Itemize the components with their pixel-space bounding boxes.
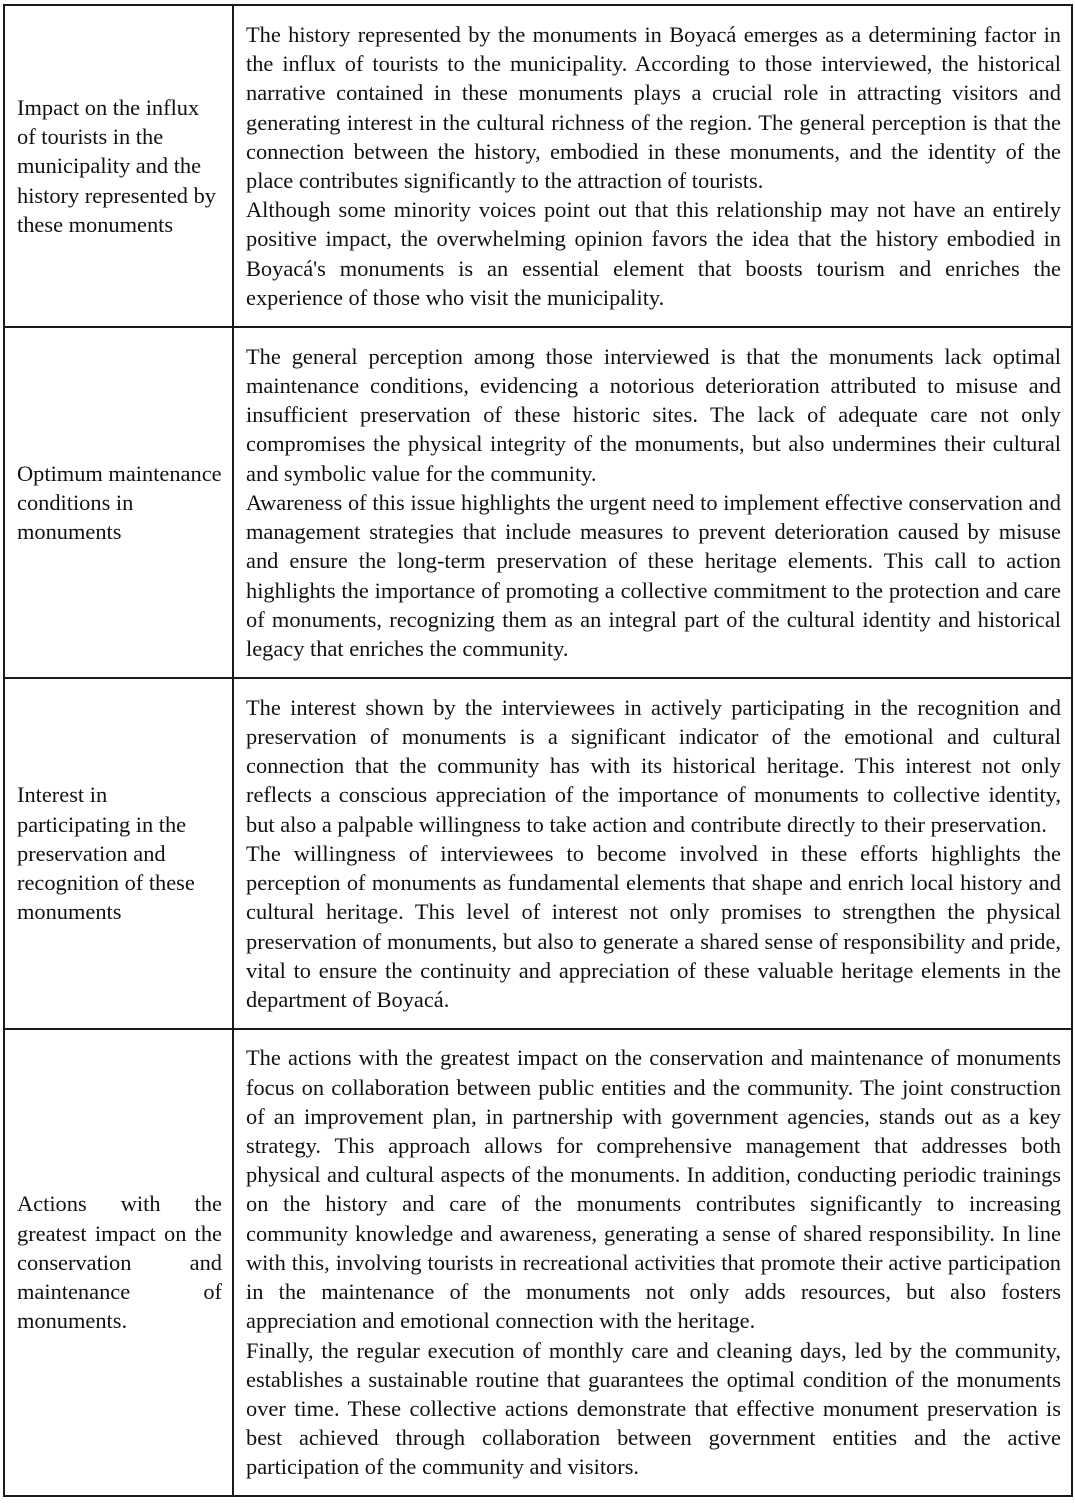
row-label-participation-interest: Interest in participating in the preservation and recognition of these monuments [4,678,233,1029]
row-content-participation-interest [233,678,1072,1029]
row-label-tourism-impact: Impact on the influx of tourists in the municipality and the history represented by these monuments [4,5,233,327]
table-row [4,1029,1072,1496]
row-content-tourism-impact [233,5,1072,327]
row-label-conservation-actions: Actions with the greatest impact on the conservation and maintenance of monuments. [4,1029,233,1496]
paragraph: The history represented by the monuments in Boyacá emerges as a determining factor in the influx of tourists to the municipality. According to those interviewed, the historical narrative contained in these monuments plays a crucial role in attracting visitors and generating interest in the cultural richness of the region. The general perception is that the connection between the history, embodied in these monuments, and the identity of the place contributes significantly to the attraction of tourists. [246,21,1061,193]
row-label-maintenance-conditions: Optimum maintenance conditions in monuments [4,327,233,678]
row-content-conservation-actions [233,1029,1072,1496]
table-row [4,678,1072,1029]
table-row [4,5,1072,327]
paragraph: Awareness of this issue highlights the urgent need to implement effective conservation and management strategies that include measures to prevent deterioration caused by misuse and ensure the long-term preservation of these heritage elements. This call to action highlights the importance of promoting a collective commitment to the protection and care of monuments, recognizing them as an integral part of the cultural identity and historical legacy that enriches the community. [246,489,1061,661]
paragraph: The general perception among those interviewed is that the monuments lack optimal maintenance conditions, evidencing a notorious deterioration attributed to misuse and insufficient preservation of these historic sites. The lack of adequate care not only compromises the physical integrity of the monuments, but also undermines their cultural and symbolic value for the community. [246,343,1061,486]
paragraph: Although some minority voices point out that this relationship may not have an entirely positive impact, the overwhelming opinion favors the idea that the history embodied in Boyacá's monuments is an essential element that boosts tourism and enriches the experience of those who visit the municipality. [246,197,1061,310]
findings-table [3,4,1073,1497]
paragraph: Finally, the regular execution of monthly care and cleaning days, led by the community, establishes a sustainable routine that guarantees the optimal condition of the monuments over time. These collective actions demonstrate that effective monument preservation is best achieved through collaboration between government entities and the active participation of the community and visitors. [246,1337,1061,1480]
paragraph: The willingness of interviewees to become involved in these efforts highlights the perception of monuments as fundamental elements that shape and enrich local history and cultural heritage. This level of interest not only promises to strengthen the physical preservation of monuments, but also to generate a shared sense of responsibility and pride, vital to ensure the continuity and appreciation of these valuable heritage elements in the department of Boyacá. [246,840,1061,1012]
table-row [4,327,1072,678]
paragraph: The interest shown by the interviewees in actively participating in the recognition and preservation of monuments is a significant indicator of the emotional and cultural connection that the community has with its historical heritage. This interest not only reflects a conscious appreciation of the importance of monuments to collective identity, but also a palpable willingness to take action and contribute directly to their preservation. [246,694,1061,837]
row-content-maintenance-conditions [233,327,1072,678]
paragraph: The actions with the greatest impact on the conservation and maintenance of monuments focus on collaboration between public entities and the community. The joint construction of an improvement plan, in partnership with government agencies, stands out as a key strategy. This approach allows for comprehensive management that addresses both physical and cultural aspects of the monuments. In addition, conducting periodic trainings on the history and care of the monuments contributes significantly to increasing community knowledge and awareness, generating a sense of shared responsibility. In line with this, involving tourists in recreational activities that promote their active participation in the maintenance of the monuments not only adds resources, but also fosters appreciation and emotional connection with the heritage. [246,1045,1061,1334]
